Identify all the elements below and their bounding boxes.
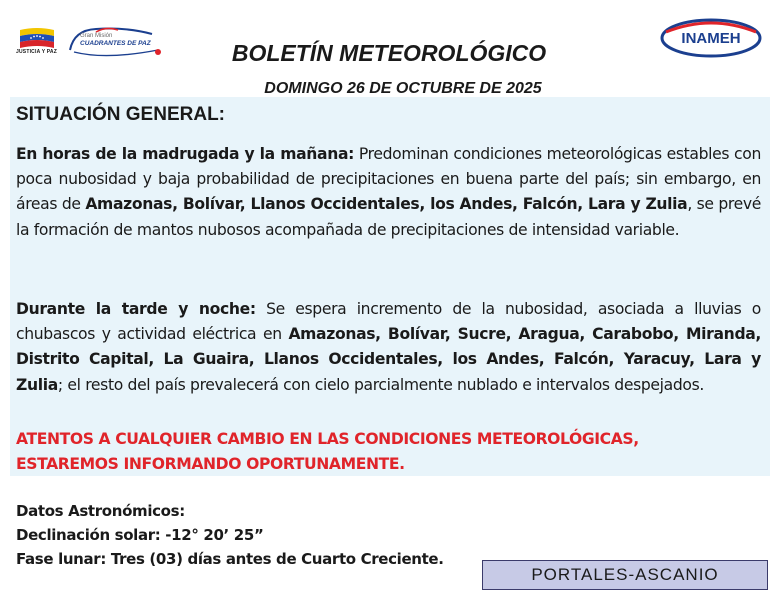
alert-notice <box>16 427 761 477</box>
bulletin-date: DOMINGO 26 DE OCTUBRE DE 2025 <box>264 80 542 97</box>
inameh-text: INAMEH <box>681 30 741 47</box>
paragraph-afternoon-lead: Durante la tarde y noche: <box>16 300 256 318</box>
mision-small-text: Gran Misión <box>80 33 113 39</box>
solar-declination: Declinación solar: -12° 20’ 25” <box>16 526 264 544</box>
moon-phase: Fase lunar: Tres (03) días antes de Cuarto Creciente. <box>16 550 444 568</box>
paragraph-morning-lead: En horas de la madrugada y la mañana: <box>16 145 355 163</box>
paragraph-afternoon <box>16 297 761 398</box>
section-heading: SITUACIÓN GENERAL: <box>16 104 225 125</box>
paragraph-morning-regions: Amazonas, Bolívar, Llanos Occidentales, los Andes, Falcón, Lara y Zulia <box>85 195 688 214</box>
astronomical-data <box>16 499 444 571</box>
paragraph-afternoon-text2: ; el resto del país prevalecerá con cielo parcialmente nublado e intervalos despejados. <box>57 375 704 394</box>
paragraph-afternoon-regions: Amazonas, Bolívar, Sucre, Aragua, Carabobo, Miranda, Distrito Capital, La Guaira, Llanos Occidentales, los Andes, Falcón, Yaracuy, Lara y Zulia <box>16 325 761 394</box>
astro-heading: Datos Astronómicos: <box>16 502 185 520</box>
alert-line-1: ATENTOS A CUALQUIER CAMBIO EN LAS CONDICIONES METEOROLÓGICAS, <box>16 430 639 448</box>
paragraph-morning-text2: , se prevé la formación de mantos nubosos acompañada de precipitaciones de intensidad variable. <box>16 195 761 239</box>
general-situation-panel <box>10 97 770 476</box>
paragraph-morning-text1: Predominan condiciones meteorológicas estables con poca nubosidad y baja probabilidad de precipitaciones en buena parte del país; sin embargo, en áreas de <box>16 145 761 214</box>
paragraph-afternoon-text1: Se espera incremento de la nubosidad, asociada a lluvias o chubascos y actividad eléctrica en <box>16 300 761 344</box>
justicia-paz-caption: JUSTICIA Y PAZ <box>16 49 57 55</box>
alert-line-2: ESTAREMOS INFORMANDO OPORTUNAMENTE. <box>16 455 405 473</box>
author-stamp: PORTALES-ASCANIO <box>482 560 768 590</box>
mision-big-text: CUADRANTES DE PAZ <box>80 40 151 47</box>
bulletin-title: BOLETÍN METEOROLÓGICO <box>231 40 547 66</box>
paragraph-morning <box>16 142 761 243</box>
